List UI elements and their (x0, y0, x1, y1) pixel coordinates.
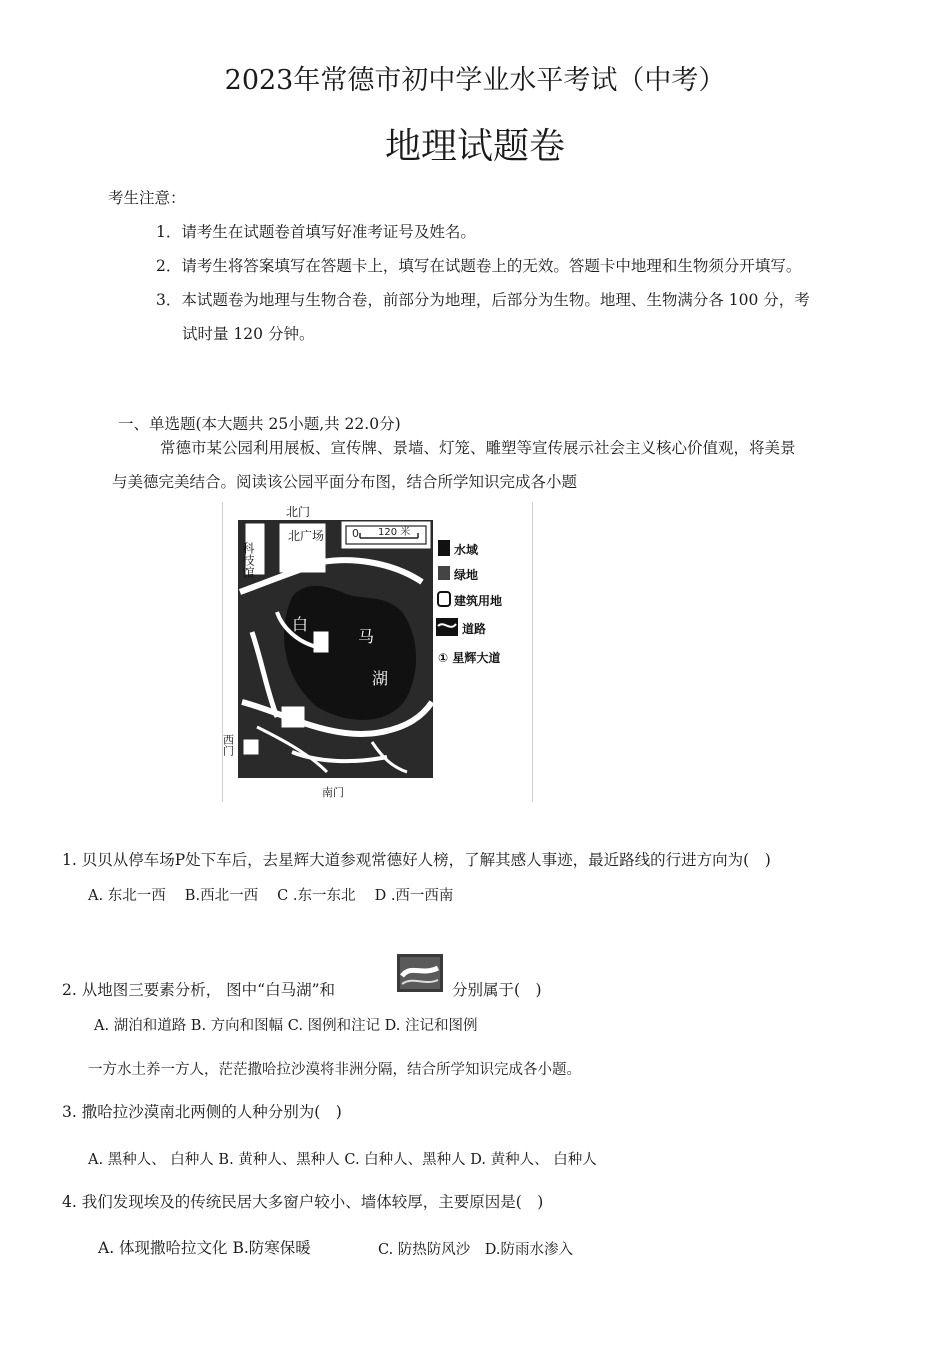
section-intro-line2: 与美德完美结合。阅读该公园平面分布图，结合所学知识完成各小题 (112, 473, 578, 491)
notice-item-3-cont: 试时量 120 分钟。 (182, 325, 315, 343)
question-2-stem-post: 分别属于( ) (452, 981, 542, 999)
exam-subject-title: 地理试题卷 (384, 126, 565, 167)
section-intro-2: 一方水土养一方人，茫茫撒哈拉沙漠将非洲分隔，结合所学知识完成各小题。 (88, 1062, 581, 1078)
scale-zero: 0 (352, 527, 359, 540)
question-4-stem: 4. 我们发现埃及的传统民居大多窗户较小、墙体较厚，主要原因是( ) (62, 1193, 544, 1211)
map-label-north-gate: 北门 (286, 505, 311, 519)
road-legend-symbol-icon (397, 954, 443, 992)
notice-item-3: 3．本试题卷为地理与生物合卷，前部分为地理，后部分为生物。地理、生物满分各 100 分，考 (156, 291, 810, 309)
legend-avenue: ① 星辉大道 (438, 651, 501, 665)
question-3-options: A. 黑种人、 白种人 B. 黄种人、黑种人 C. 白种人、黑种人 D. 黄种人、 白种人 (88, 1152, 597, 1168)
map-label-west-gate: 西门 (222, 734, 235, 756)
map-label-south-gate: 南门 (322, 786, 344, 799)
question-2-options: A. 湖泊和道路 B. 方向和图幅 C. 图例和注记 D. 注记和图例 (94, 1018, 478, 1034)
question-1-stem: 1. 贝贝从停车场P处下车后，去星辉大道参观常德好人榜，了解其感人事迹，最近路线的行进方向为( ) (62, 851, 771, 869)
map-label-north-square: 北广场 (288, 529, 325, 543)
map-label-lake-bai: 白 (292, 615, 309, 634)
question-1-options: A. 东北一西 B.西北一西 C .东一东北 D .西一西南 (88, 888, 454, 904)
park-map (222, 502, 534, 802)
notice-item-2: 2．请考生将答案填写在答题卡上，填写在试题卷上的无效。答题卡中地理和生物须分开填写。 (156, 257, 802, 275)
map-label-lake-hu: 湖 (372, 669, 389, 688)
question-4-options-a: A. 体现撒哈拉文化 B.防寒保暖 (98, 1239, 311, 1257)
section-intro-line1: 常德市某公园利用展板、宣传牌、景墙、灯笼、雕塑等宣传展示社会主义核心价值观，将美景 (160, 439, 796, 457)
section-heading: 一、单选题(本大题共 25小题,共 22.0分) (118, 415, 401, 433)
legend-building: 建筑用地 (454, 594, 503, 608)
exam-title: 2023年常德市初中学业水平考试（中考） (224, 65, 726, 96)
legend-green: 绿地 (454, 568, 479, 582)
legend-road: 道路 (462, 622, 487, 636)
question-2-stem-pre: 2. 从地图三要素分析， 图中“白马湖”和 (62, 981, 335, 999)
notice-heading: 考生注意： (108, 189, 186, 207)
scale-value: 120 米 (378, 527, 411, 538)
question-4-options-b: C. 防热防风沙 D.防雨水渗入 (378, 1242, 574, 1258)
map-label-science-museum: 科技馆 (241, 542, 255, 578)
question-3-stem: 3. 撒哈拉沙漠南北两侧的人种分别为( ) (62, 1103, 342, 1121)
notice-item-1: 1．请考生在试题卷首填写好准考证号及姓名。 (156, 223, 476, 241)
map-label-lake-ma: 马 (358, 627, 375, 646)
legend-water: 水域 (454, 543, 479, 557)
